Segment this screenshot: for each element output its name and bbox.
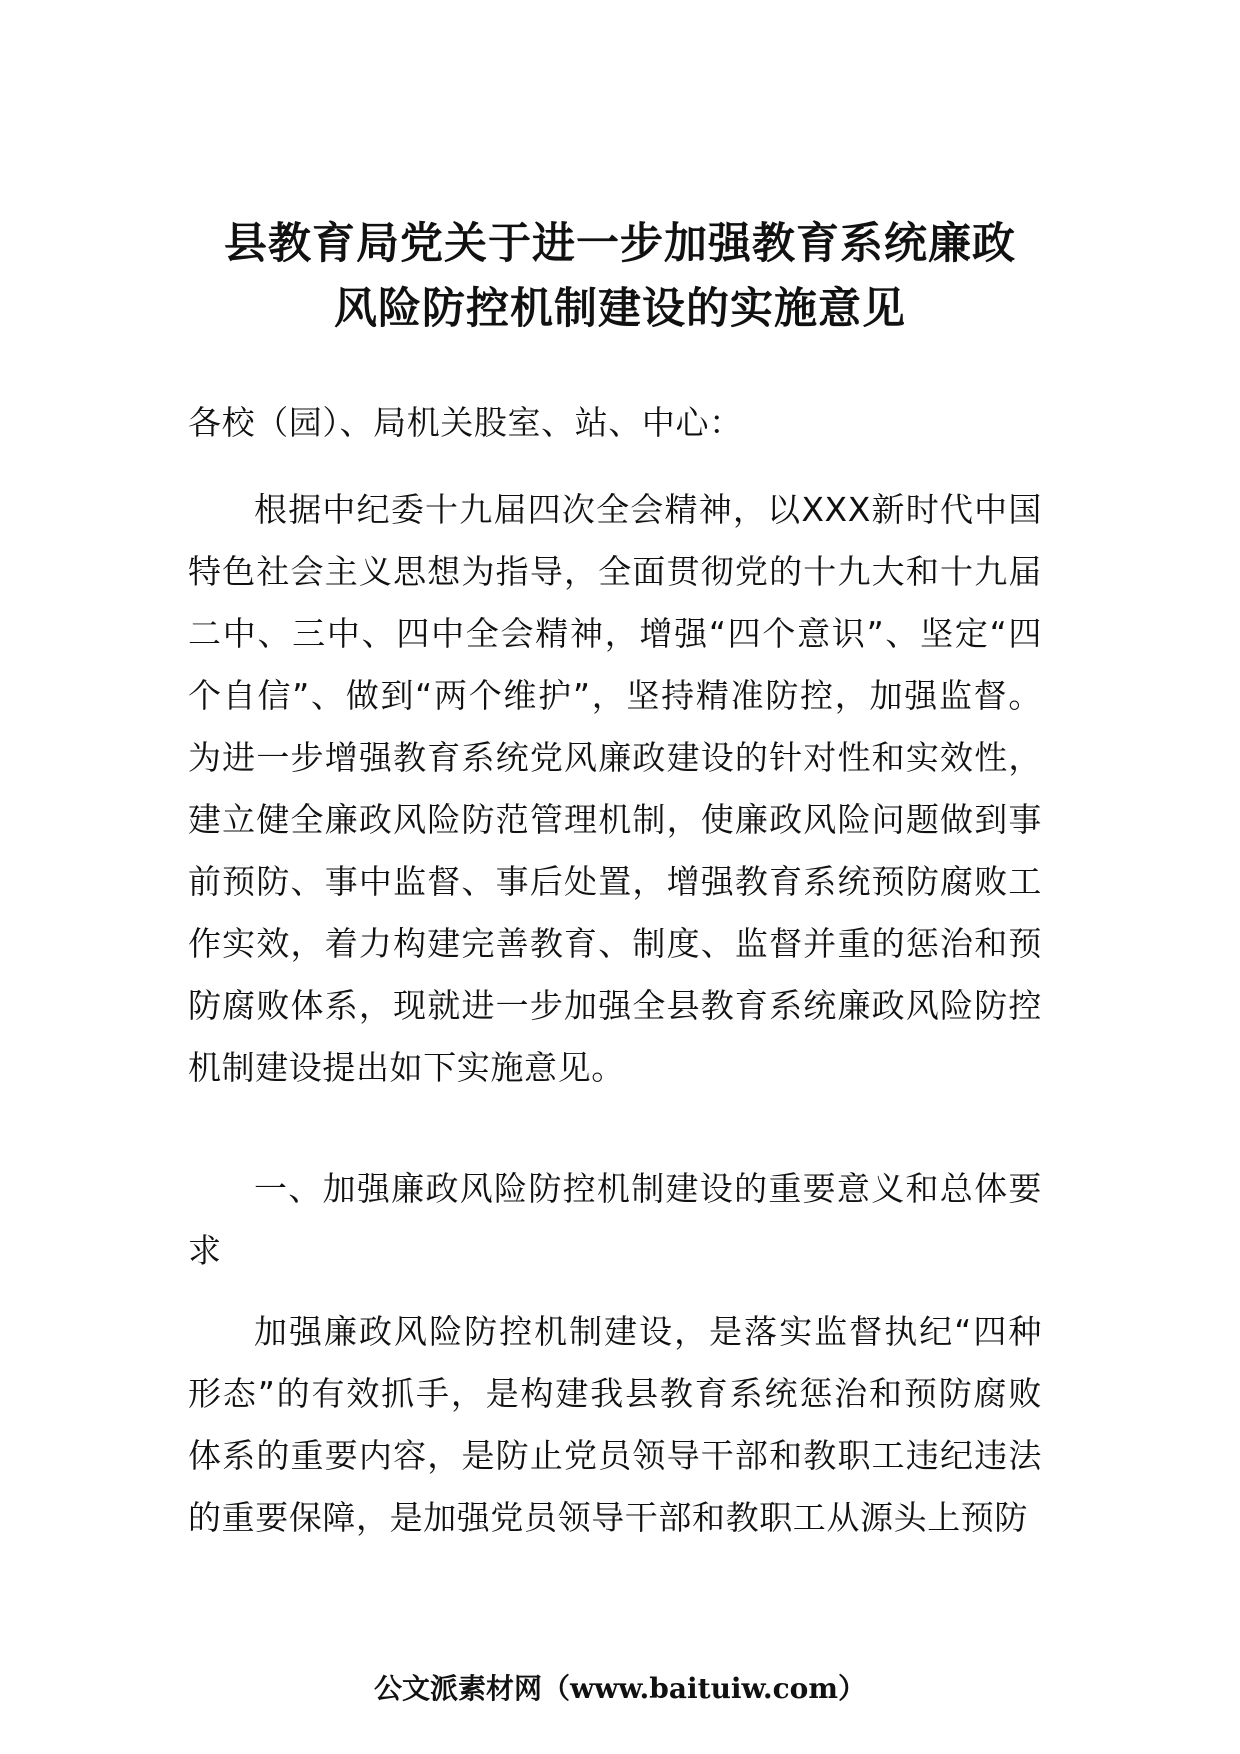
salutation: 各校（园）、局机关股室、站、中心： bbox=[188, 403, 743, 442]
title-line-2: 风险防控机制建设的实施意见 bbox=[334, 284, 906, 334]
document-title bbox=[150, 212, 1090, 342]
paragraph-2: 加强廉政风险防控机制建设，是落实监督执纪“四种形态”的有效抓手，是构建我县教育系统惩治和预防腐败体系的重要内容，是防止党员领导干部和教职工违纪违法的重要保障，是加强党员领导干部和教职工从源头上预防 bbox=[188, 1312, 1042, 1537]
section-heading-1: 一、加强廉政风险防控机制建设的重要意义和总体要求 bbox=[188, 1169, 1042, 1270]
title-line-1: 县教育局党关于进一步加强教育系统廉政 bbox=[224, 219, 1016, 269]
paragraph-1: 根据中纪委十九届四次全会精神，以XXX新时代中国特色社会主义思想为指导，全面贯彻党的十九大和十九届二中、三中、四中全会精神，增强“四个意识”、坚定“四个自信”、做到“两个维护”，坚持精准防控，加强监督。为进一步增强教育系统党风廉政建设的针对性和实效性，建立健全廉政风险防范管理机制，使廉政风险问题做到事前预防、事中监督、事后处置，增强教育系统预防腐败工作实效，着力构建完善教育、制度、监督并重的惩治和预防腐败体系，现就进一步加强全县教育系统廉政风险防控机制建设提出如下实施意见。 bbox=[188, 490, 1042, 1087]
footer-watermark: 公文派素材网（www.baituiw.com） bbox=[374, 1672, 866, 1705]
